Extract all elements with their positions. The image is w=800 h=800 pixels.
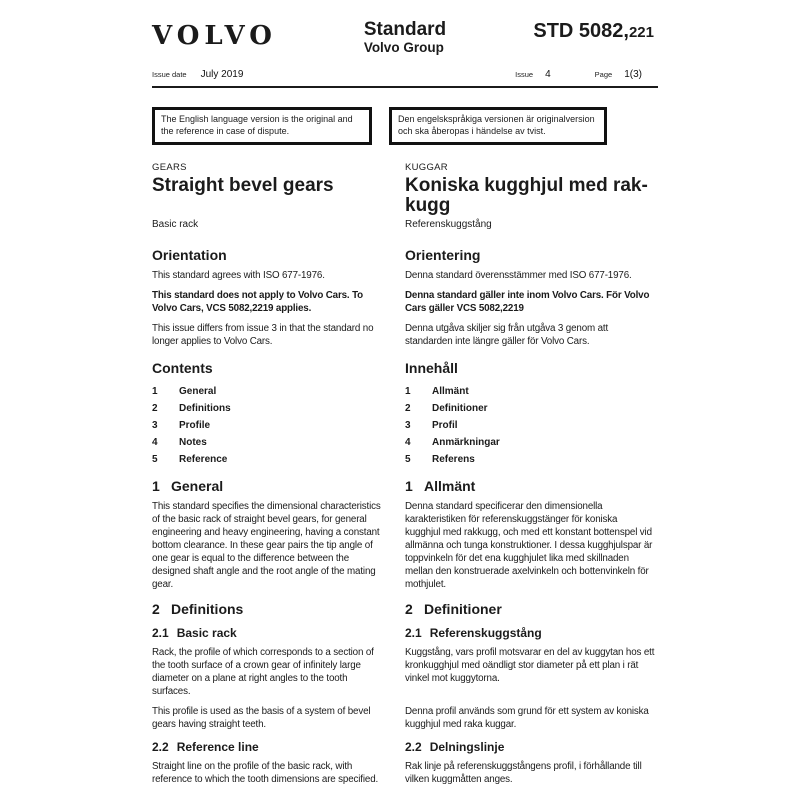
toc-item: 3 Profile xyxy=(152,420,211,431)
section21-p1-sv: Kuggstång, vars profil motsvarar en del av kuggytan hos ett kronkugghjul med oändligt stor diameter på ett plan i rät vinkel mot kuggytorna. xyxy=(405,647,655,684)
section1-body-sv: Denna standard specificerar den dimensionella karakteristiken för referenskuggstänger för koniska kugghjul med rakkugg, och med ett konstant bottenspel vid allmänna och tunga konstruktioner. I dessa kugghjulspar är toppvinkeln för det ena kugghjulet lika med skillnaden mellan den konstruerade axelvinkeln och bottenvinkeln för mothjulet. xyxy=(405,501,653,590)
orientation-p2-sv: Denna standard gäller inte inom Volvo Cars. För Volvo Cars gäller VCS 5082,2219 xyxy=(405,290,650,314)
section22-p1-sv: Rak linje på referenskuggstångens profil, i förhållande till vilken kuggmåtten anges. xyxy=(405,761,642,785)
subtitle-sv: Referenskuggstång xyxy=(405,219,492,230)
doc-type: Standard xyxy=(363,19,447,40)
section21-p1-en: Rack, the profile of which corresponds to a section of the tooth surface of a crown gear of infinitely large diameter on a plane at right angles to the tooth surfaces. xyxy=(152,647,374,697)
issue-date-label: Issue date xyxy=(152,70,187,79)
title-en: Straight bevel gears xyxy=(152,175,334,196)
org-name: Volvo Group xyxy=(363,40,444,55)
orientation-p1-sv: Denna standard överensstämmer med ISO 677-1976. xyxy=(405,270,632,281)
section22-heading-en: 2.2 Reference line xyxy=(152,740,259,754)
issue-date-value: July 2019 xyxy=(200,69,244,80)
header-rule xyxy=(152,86,658,88)
section21-heading-en: 2.1 Basic rack xyxy=(152,626,237,640)
section2-heading-sv: 2 Definitioner xyxy=(405,601,502,617)
toc-item: 3 Profil xyxy=(405,420,458,431)
toc-item: 1 Allmänt xyxy=(405,386,469,397)
language-notices xyxy=(152,107,658,145)
toc-item: 2 Definitioner xyxy=(405,403,488,414)
section1-heading-en: 1 General xyxy=(152,478,224,494)
language-notice-sv: Den engelskspråkiga versionen är originalversion och ska åberopas i händelse av tvist. xyxy=(389,107,607,145)
meta-row xyxy=(152,69,658,80)
doc-number-main: STD 5082, xyxy=(533,20,629,42)
section21-heading-sv: 2.1 Referenskuggstång xyxy=(405,626,542,640)
issue-label: Issue xyxy=(515,70,534,79)
issue-value: 4 xyxy=(545,69,551,80)
section1-heading-sv: 1 Allmänt xyxy=(405,478,476,494)
toc-item: 5 Reference xyxy=(152,454,228,465)
category-sv: KUGGAR xyxy=(405,162,448,173)
contents-list-sv xyxy=(405,383,655,468)
section1-body-en: This standard specifies the dimensional characteristics of the basic rack of straight bevel gears, for general engineering and heavy engineering, having a constant bottom clearance. In these gear pairs the tip angle of one gear is equal to the difference between the designed shaft angle and the root angle of the mating gear. xyxy=(152,501,381,590)
page-label: Page xyxy=(594,70,613,79)
contents-list-en xyxy=(152,383,387,468)
language-notice-en: The English language version is the original and the reference in case of dispute. xyxy=(152,107,372,145)
toc-item: 1 General xyxy=(152,386,217,397)
document-page xyxy=(152,20,658,786)
orientation-heading-en: Orientation xyxy=(152,247,227,263)
toc-item: 4 Notes xyxy=(152,437,207,448)
orientation-heading-sv: Orientering xyxy=(405,247,481,263)
orientation-p3-en: This issue differs from issue 3 in that the standard no longer applies to Volvo Cars. xyxy=(152,323,374,347)
doc-number xyxy=(446,20,658,43)
orientation-p1-en: This standard agrees with ISO 677-1976. xyxy=(152,270,325,281)
subtitle-en: Basic rack xyxy=(152,219,199,230)
contents-heading-sv: Innehåll xyxy=(405,360,458,376)
toc-item: 2 Definitions xyxy=(152,403,231,414)
orientation-p3-sv: Denna utgåva skiljer sig från utgåva 3 genom att standarden inte längre gäller för Volvo Cars. xyxy=(405,323,609,347)
section21-p2-en: This profile is used as the basis of a system of bevel gears having straight teeth. xyxy=(152,706,371,730)
section22-heading-sv: 2.2 Delningslinje xyxy=(405,740,505,754)
toc-item: 5 Referens xyxy=(405,454,475,465)
doc-number-suffix: 221 xyxy=(628,24,654,41)
orientation-p2-en: This standard does not apply to Volvo Cars. To Volvo Cars, VCS 5082,2219 applies. xyxy=(152,290,364,314)
section21-p2-sv: Denna profil används som grund för ett system av koniska kugghjul med raka kuggar. xyxy=(405,706,649,730)
title-sv: Koniska kugghjul med rak-kugg xyxy=(405,175,648,216)
section22-p1-en: Straight line on the profile of the basic rack, with reference to which the tooth dimensions are specified. xyxy=(152,761,379,785)
section2-heading-en: 2 Definitions xyxy=(152,601,244,617)
document-header xyxy=(152,20,658,56)
toc-item: 4 Anmärkningar xyxy=(405,437,500,448)
doc-type-block xyxy=(364,20,446,56)
page-value: 1(3) xyxy=(624,69,642,80)
contents-heading-en: Contents xyxy=(152,360,213,376)
category-en: GEARS xyxy=(152,162,187,173)
volvo-logo: VOLVO xyxy=(152,21,277,51)
bilingual-columns xyxy=(152,160,658,786)
